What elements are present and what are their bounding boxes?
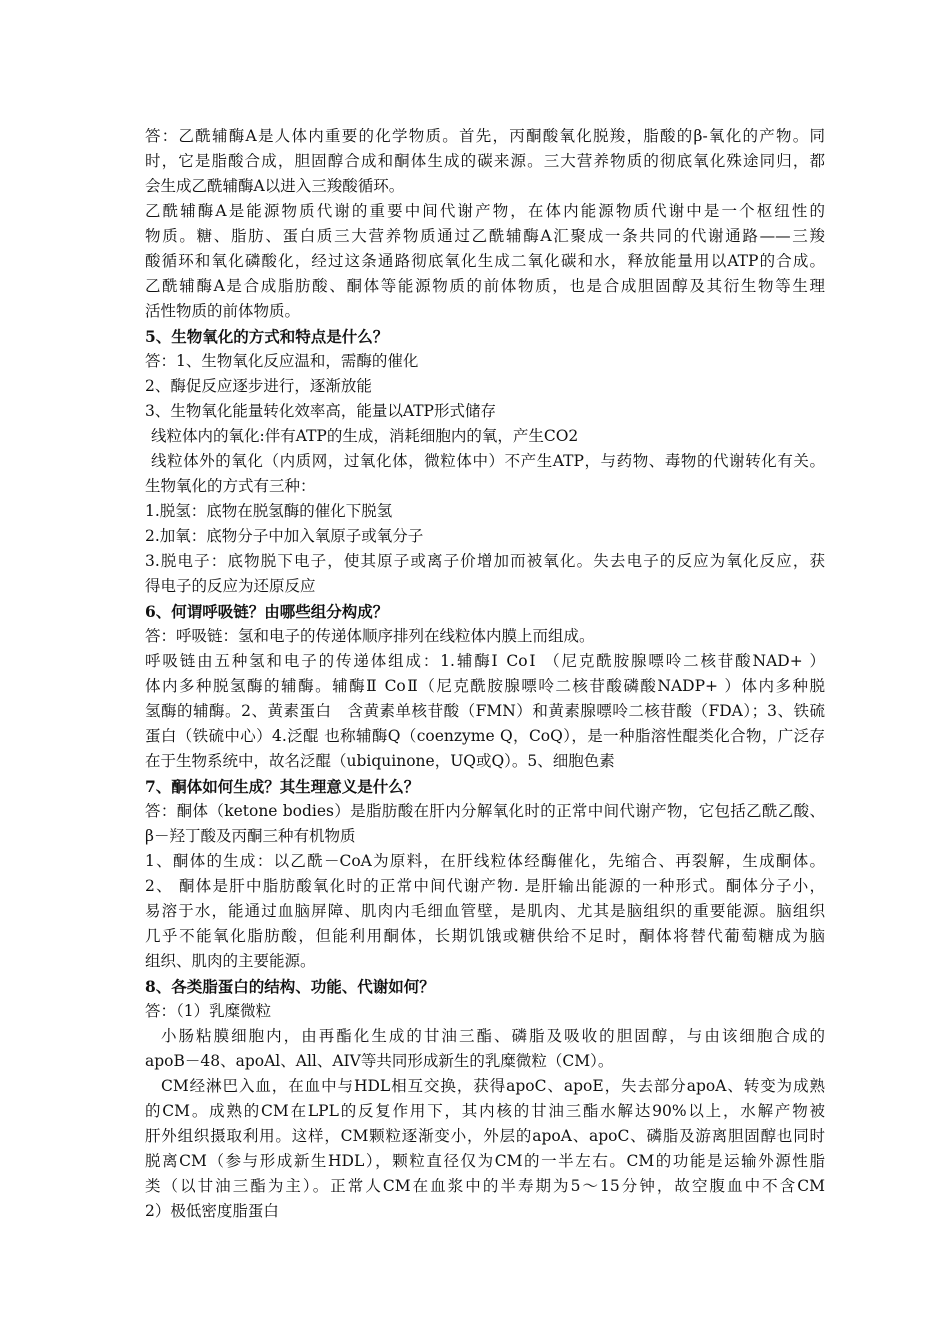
- text-line: 乙酰辅酶A是能源物质代谢的重要中间代谢产物，在体内能源物质代谢中是一个枢纽性的: [145, 202, 825, 220]
- text-line: 易溶于水，能通过血脑屏障、肌肉内毛细血管壁，是肌肉、尤其是脑组织的重要能源。脑组织: [145, 902, 825, 920]
- text-line: 3、生物氧化能量转化效率高，能量以ATP形式储存: [145, 402, 496, 420]
- text-line: 1、酮体的生成：以乙酰－CoA为原料，在肝线粒体经酶催化，先缩合、再裂解，生成酮体。: [145, 852, 825, 870]
- text-line: 类（以甘油三酯为主）。正常人CM在血浆中的半寿期为5～15分钟，故空腹血中不含CM: [145, 1177, 825, 1195]
- text-line: 答：乙酰辅酶A是人体内重要的化学物质。首先，丙酮酸氧化脱羧，脂酸的β-氧化的产物。同: [145, 127, 825, 145]
- text-line: 生物氧化的方式有三种：: [145, 477, 316, 495]
- text-line: 呼吸链由五种氢和电子的传递体组成：1.辅酶Ⅰ CoⅠ （尼克酰胺腺嘌呤二核苷酸NAD+ ）: [145, 652, 825, 670]
- text-line: 答：（1）乳糜微粒: [145, 1002, 272, 1020]
- text-line: 2.加氧：底物分子中加入氧原子或氧分子: [145, 527, 424, 545]
- text-line: 线粒体内的氧化:伴有ATP的生成，消耗细胞内的氧，产生CO2: [151, 427, 579, 445]
- section-heading: 6、何谓呼吸链？由哪些组分构成？: [145, 602, 389, 621]
- text-line: 小肠粘膜细胞内，由再酯化生成的甘油三酯、磷脂及吸收的胆固醇，与由该细胞合成的: [161, 1027, 825, 1045]
- text-line: 组织、肌肉的主要能源。: [145, 952, 316, 970]
- text-line: 酸循环和氧化磷酸化，经过这条通路彻底氧化生成二氧化碳和水，释放能量用以ATP的合成。: [145, 252, 825, 270]
- text-line: 时，它是脂酸合成，胆固醇合成和酮体生成的碳来源。三大营养物质的彻底氧化殊途同归，都: [145, 152, 825, 170]
- text-line: 蛋白（铁硫中心）4.泛醌 也称辅酶Q（coenzyme Q，CoQ），是一种脂溶性醌类化合物，广泛存: [145, 727, 825, 745]
- text-line: 答：1、生物氧化反应温和，需酶的催化: [145, 352, 419, 370]
- text-line: 肝外组织摄取利用。这样，CM颗粒逐渐变小，外层的apoA、apoC、磷脂及游离胆固醇也同时: [145, 1127, 825, 1145]
- text-line: 得电子的反应为还原反应: [145, 577, 316, 595]
- text-line: 3.脱电子：底物脱下电子，使其原子或离子价增加而被氧化。失去电子的反应为氧化反应，获: [145, 552, 825, 570]
- text-line: 物质。糖、脂肪、蛋白质三大营养物质通过乙酰辅酶A汇聚成一条共同的代谢通路——三羧: [145, 227, 825, 245]
- text-line: apoB－48、apoAl、All、AIV等共同形成新生的乳糜微粒（CM）。: [145, 1052, 614, 1070]
- text-line: 的CM。成熟的CM在LPL的反复作用下，其内核的甘油三酯水解达90%以上，水解产物被: [145, 1102, 825, 1120]
- text-line: 线粒体外的氧化（内质网，过氧化体，微粒体中）不产生ATP，与药物、毒物的代谢转化有关。: [151, 452, 825, 470]
- text-line: 2、酶促反应逐步进行，逐渐放能: [145, 377, 372, 395]
- section-heading: 5、生物氧化的方式和特点是什么？: [145, 327, 389, 346]
- text-line: 2、 酮体是肝中脂肪酸氧化时的正常中间代谢产物. 是肝输出能源的一种形式。酮体分子小，: [145, 877, 825, 895]
- text-line: 1.脱氢：底物在脱氢酶的催化下脱氢: [145, 502, 393, 520]
- text-line: 活性物质的前体物质。: [145, 302, 301, 320]
- text-line: β－羟丁酸及丙酮三种有机物质: [145, 827, 356, 845]
- text-line: 答：呼吸链：氢和电子的传递体顺序排列在线粒体内膜上而组成。: [145, 627, 595, 645]
- text-line: 2）极低密度脂蛋白: [145, 1202, 279, 1220]
- text-line: 体内多种脱氢酶的辅酶。辅酶Ⅱ CoⅡ（尼克酰胺腺嘌呤二核苷酸磷酸NADP+ ）体内多种脱: [145, 677, 825, 695]
- section-heading: 7、酮体如何生成？其生理意义是什么？: [145, 777, 420, 796]
- section-heading: 8、各类脂蛋白的结构、功能、代谢如何？: [145, 977, 435, 996]
- text-line: CM经淋巴入血，在血中与HDL相互交换，获得apoC、apoE，失去部分apoA、转变为成熟: [161, 1077, 825, 1095]
- text-line: 乙酰辅酶A是合成脂肪酸、酮体等能源物质的前体物质，也是合成胆固醇及其衍生物等生理: [145, 277, 825, 295]
- document-page: [145, 124, 825, 1224]
- text-line: 在于生物系统中，故名泛醌（ubiquinone，UQ或Q）。5、细胞色素: [145, 752, 615, 770]
- text-line: 脱离CM（参与形成新生HDL），颗粒直径仅为CM的一半左右。CM的功能是运输外源性脂: [145, 1152, 825, 1170]
- text-line: 几乎不能氧化脂肪酸，但能利用酮体，长期饥饿或糖供给不足时，酮体将替代葡萄糖成为脑: [145, 927, 825, 945]
- text-line: 会生成乙酰辅酶A以进入三羧酸循环。: [145, 177, 405, 195]
- text-line: 答：酮体（ketone bodies）是脂肪酸在肝内分解氧化时的正常中间代谢产物，它包括乙酰乙酸、: [145, 802, 825, 820]
- text-line: 氢酶的辅酶。2、黄素蛋白 含黄素单核苷酸（FMN）和黄素腺嘌呤二核苷酸（FDA）；3、铁硫: [145, 702, 825, 720]
